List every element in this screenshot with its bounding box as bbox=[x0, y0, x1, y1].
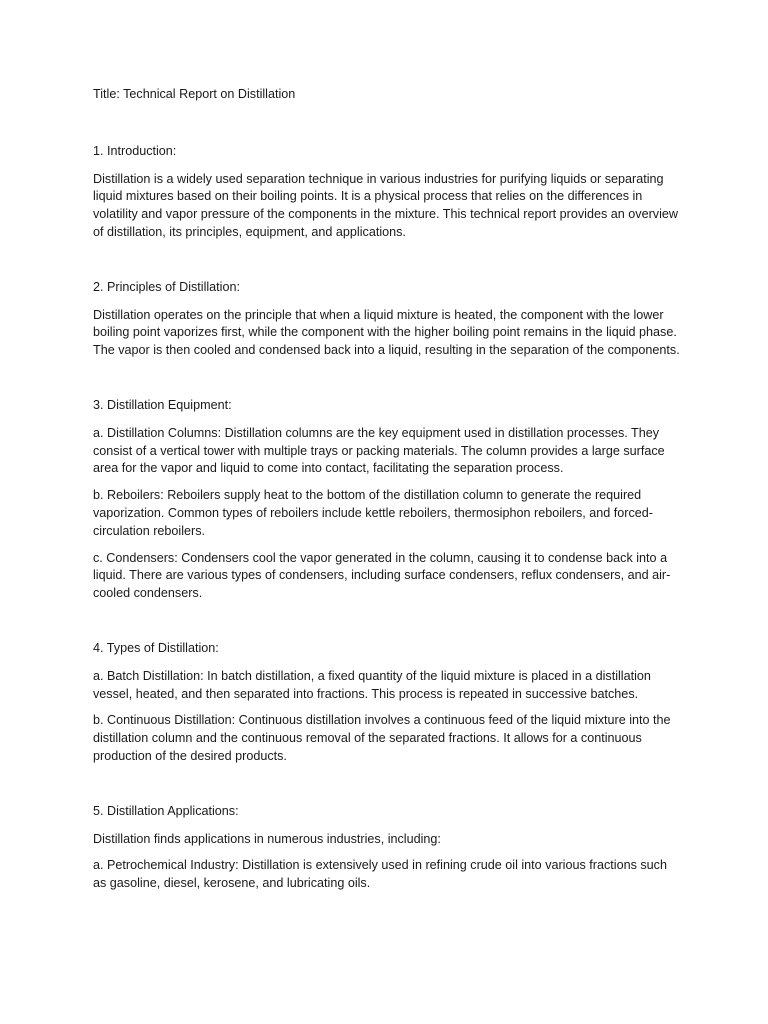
section-heading-principles: 2. Principles of Distillation: bbox=[93, 279, 240, 294]
document-title: Title: Technical Report on Distillation bbox=[93, 87, 296, 101]
paragraph-condensers: c. Condensers: Condensers cool the vapor generated in the column, causing it to condense back into a liquid. There are various types of condensers, including surface condensers, reflux condensers, and air-cooled condensers. bbox=[93, 550, 671, 601]
section-heading-equipment: 3. Distillation Equipment: bbox=[93, 397, 232, 412]
section-heading-applications: 5. Distillation Applications: bbox=[93, 803, 239, 818]
section-heading-types: 4. Types of Distillation: bbox=[93, 640, 219, 655]
paragraph-petrochemical-industry: a. Petrochemical Industry: Distillation is extensively used in refining crude oil into various fractions such as gasoline, diesel, kerosene, and lubricating oils. bbox=[93, 858, 667, 891]
paragraph-distillation-columns: a. Distillation Columns: Distillation columns are the key equipment used in distillation processes. They consist of a vertical tower with multiple trays or packing materials. The column provides a large surface area for the vapor and liquid to come into contact, facilitating the separation process. bbox=[93, 425, 665, 476]
paragraph-reboilers: b. Reboilers: Reboilers supply heat to the bottom of the distillation column to generate the required vaporization. Common types of reboilers include kettle reboilers, thermosiphon reboilers, and forced-circulation reboilers. bbox=[93, 488, 653, 538]
paragraph-continuous-distillation: b. Continuous Distillation: Continuous distillation involves a continuous feed of the liquid mixture into the distillation column and the continuous removal of the separated fractions. It allows for a continuous production of the desired products. bbox=[93, 713, 671, 763]
paragraph-batch-distillation: a. Batch Distillation: In batch distillation, a fixed quantity of the liquid mixture is placed in a distillation vessel, heated, and then separated into fractions. This process is repeated in successive batches. bbox=[93, 668, 651, 701]
document-body bbox=[93, 86, 683, 902]
paragraph-principles: Distillation operates on the principle that when a liquid mixture is heated, the component with the lower boiling point vaporizes first, while the component with the higher boiling point remains in the liquid phase. The vapor is then cooled and condensed back into a liquid, resulting in the separation of the components. bbox=[93, 307, 680, 358]
section-heading-introduction: 1. Introduction: bbox=[93, 143, 177, 158]
paragraph-applications-intro: Distillation finds applications in numerous industries, including: bbox=[93, 831, 441, 846]
paragraph-introduction: Distillation is a widely used separation technique in various industries for purifying liquids or separating liquid mixtures based on their boiling points. It is a physical process that relies on the differences in volatility and vapor pressure of the components in the mixture. This technical report provides an overview of distillation, its principles, equipment, and applications. bbox=[93, 171, 678, 239]
